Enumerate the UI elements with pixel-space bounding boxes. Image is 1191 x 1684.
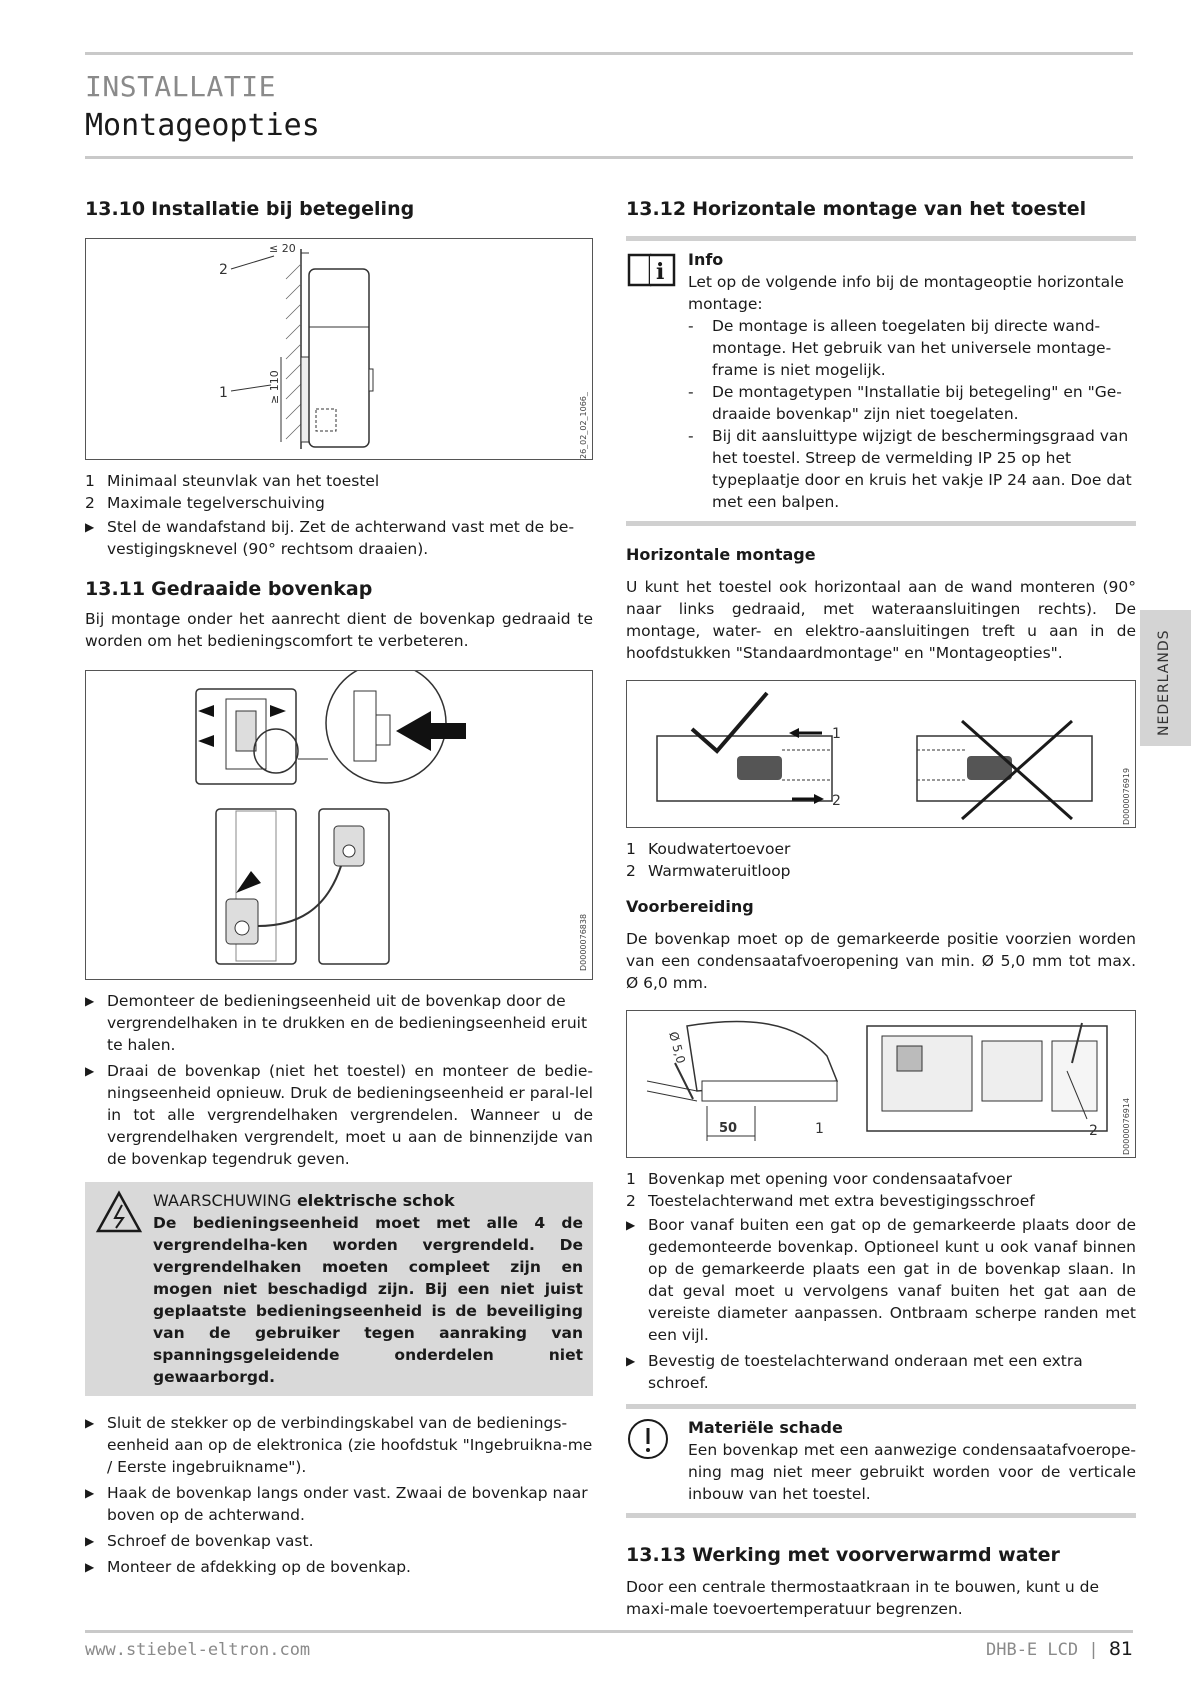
paragraph-intro: Bij montage onder het aanrecht dient de bovenkap gedraaid te worden om het bedieningscomfort te verbeteren.	[85, 610, 593, 650]
step-item: ▶ Stel de wandafstand bij. Zet de achterwand vast met de be-vestigingsknevel (90° rechtsom draaien).	[85, 518, 575, 558]
dim-side-label: ≥ 110	[268, 370, 281, 404]
callout-1: 1	[832, 726, 841, 742]
triangle-icon: ▶	[85, 1064, 95, 1078]
steps-condensate	[626, 1214, 1136, 1394]
info-book-icon	[626, 249, 688, 513]
section-title: INSTALLATIE	[85, 70, 276, 103]
header-rule-top	[85, 52, 1133, 55]
paragraph-preheated: Door een centrale thermostaatkraan in te bouwen, kunt u de maxi-male toevoertemperatuur begrenzen.	[626, 1578, 1099, 1618]
heading-number: 13.11	[85, 578, 146, 600]
footer-url: www.stiebel-eltron.com	[85, 1640, 311, 1660]
warning-text	[153, 1190, 583, 1388]
footer-rule	[85, 1630, 1133, 1633]
legend-item: 1 Minimaal steunvlak van het toestel	[85, 472, 380, 490]
triangle-icon: ▶	[85, 1416, 95, 1430]
heading-13-11	[85, 576, 593, 602]
figure-code: D0000076838	[579, 913, 588, 971]
heading-13-12	[626, 196, 1136, 222]
rotated-cover-diagram	[86, 671, 591, 978]
dim-top-label: ≤ 20	[269, 242, 296, 255]
legend-item: 2 Warmwateruitloop	[626, 862, 791, 880]
subheading-horizontal: Horizontale montage	[626, 545, 816, 564]
info-intro: Let op de volgende info bij de montageoptie horizontale montage:	[688, 273, 1124, 313]
legend-tiling	[85, 470, 593, 514]
step-item: ▶ Draai de bovenkap (niet het toestel) en monteer de bedie-ningseenheid opnieuw. Druk de bedieningseenheid er paral-lel in tot alle vergrendelhaken vergrendelen. Wanneer u de vergrendelhaken vergrendelt, moet u aan de binnenzijde van de bovenkap tegendruk geven.	[85, 1062, 593, 1168]
figure-code: 26_02_02_1066_	[579, 392, 588, 459]
heading-number: 13.13	[626, 1544, 687, 1566]
info-item: - De montagetypen "Installatie bij betegeling" en "Ge-draaide bovenkap" zijn niet toegelaten.	[688, 383, 1122, 423]
figure-code: D0000076919	[1122, 767, 1131, 825]
callout-2: 2	[832, 793, 841, 809]
steps-rotated-cover-2	[85, 1412, 593, 1578]
callout-2: 2	[219, 262, 228, 278]
right-column	[626, 196, 1136, 1620]
legend-item: 1 Koudwatertoevoer	[626, 840, 791, 858]
info-item: - Bij dit aansluittype wijzigt de beschermingsgraad van het toestel. Streep de vermelding IP 25 op het typeplaatje door en kruis het vakje IP 24 aan. Doe dat met een balpen.	[688, 427, 1132, 511]
callout-2: 2	[1089, 1123, 1098, 1139]
figure-rotated-cover	[85, 670, 593, 980]
triangle-icon: ▶	[85, 1486, 95, 1500]
heading-text: Gedraaide bovenkap	[151, 578, 373, 600]
triangle-icon: ▶	[626, 1354, 636, 1368]
figure-horizontal	[626, 680, 1136, 828]
language-tab	[1140, 610, 1191, 746]
steps-tiling	[85, 516, 593, 560]
heading-text: Werking met voorverwarmd water	[692, 1544, 1060, 1566]
footer-right	[986, 1638, 1133, 1660]
step-item: ▶ Boor vanaf buiten een gat op de gemarkeerde plaats door de gedemonteerde bovenkap. Optioneel kunt u ook vanaf binnen op de gemarkeerde plaats een gat in de bovenkap slaan. In dat geval moet u vervolgens vanaf buiten het gat aan de vereiste diameter aanpassen. Ontbraam scherpe randen met een vijl.	[626, 1216, 1136, 1344]
legend-condensate	[626, 1168, 1136, 1212]
step-item: ▶ Sluit de stekker op de verbindingskabel van de bedienings-eenheid aan op de elektronica (zie hoofdstuk "Ingebruikna-me / Eerste ingebruikname").	[85, 1414, 593, 1476]
triangle-icon: ▶	[85, 1534, 95, 1548]
subheading-preparation: Voorbereiding	[626, 897, 754, 916]
warning-body: De bedieningseenheid moet met alle 4 de vergrendelha-ken worden vergrendeld. De vergrendelhaken moeten compleet zijn en mogen niet beschadigd zijn. Bij een niet juist geplaatste bedieningseenheid is de beveiliging van de gebruiker tegen aanraking van spanningsgeleidende onderdelen niet gewaarborgd.	[153, 1214, 583, 1386]
triangle-icon: ▶	[85, 994, 95, 1008]
page-title: Montageopties	[85, 108, 320, 143]
info-text	[688, 249, 1136, 513]
figure-tiling	[85, 238, 593, 460]
heading-13-10	[85, 196, 593, 222]
footer-product: DHB-E LCD |	[985, 1640, 1109, 1660]
info-list	[688, 315, 1136, 513]
dim-label: 50	[719, 1121, 738, 1136]
figure-code: D0000076914	[1122, 1097, 1131, 1155]
step-item: ▶ Haak de bovenkap langs onder vast. Zwaai de bovenkap naar boven op de achterwand.	[85, 1484, 588, 1524]
legend-horizontal	[626, 838, 1136, 882]
warning-icon	[95, 1190, 153, 1388]
svg-text:i: i	[656, 259, 665, 285]
heading-text: Horizontale montage van het toestel	[692, 198, 1087, 220]
steps-rotated-cover	[85, 990, 593, 1170]
heading-number: 13.12	[626, 198, 687, 220]
language-tab-label: NEDERLANDS	[1156, 629, 1172, 736]
info-title: Info	[688, 250, 724, 269]
step-item: ▶ Demonteer de bedieningseenheid uit de bovenkap door de vergrendelhaken in te drukken en de bedieningseenheid eruit te halen.	[85, 992, 588, 1054]
header-rule-bottom	[85, 156, 1133, 159]
material-damage-box	[626, 1404, 1136, 1518]
step-item: ▶ Schroef de bovenkap vast.	[85, 1532, 314, 1550]
material-damage-body: Een bovenkap met een aanwezige condensaatafvoerope-ning mag niet meer gebruikt worden voor de verticale inbouw van het toestel.	[688, 1441, 1136, 1503]
material-damage-title: Materiële schade	[688, 1418, 843, 1437]
diameter-label: Ø 5,0	[666, 1030, 688, 1066]
triangle-icon: ▶	[626, 1218, 636, 1232]
left-column	[85, 196, 593, 1582]
step-item: ▶ Monteer de afdekking op de bovenkap.	[85, 1558, 411, 1576]
triangle-icon: ▶	[85, 1560, 95, 1574]
legend-item: 2 Maximale tegelverschuiving	[85, 494, 325, 512]
legend-item: 1 Bovenkap met opening voor condensaatafvoer	[626, 1170, 1012, 1188]
heading-number: 13.10	[85, 198, 146, 220]
heading-text: Installatie bij betegeling	[151, 198, 415, 220]
callout-1: 1	[815, 1121, 824, 1137]
paragraph-preparation: De bovenkap moet op de gemarkeerde positie voorzien worden van een condensaatafvoeropening van min. Ø 5,0 mm tot max. Ø 6,0 mm.	[626, 930, 1136, 992]
warning-box	[85, 1182, 593, 1396]
heading-13-13	[626, 1542, 1136, 1568]
info-box	[626, 236, 1136, 526]
paragraph-horizontal: U kunt het toestel ook horizontaal aan de wand monteren (90° naar links gedraaid, met wateraansluitingen rechts). De montage, water- en elektro-aansluitingen treft u aan in de hoofdstukken "Standaardmontage" en "Montageopties".	[626, 578, 1136, 662]
legend-item: 2 Toestelachterwand met extra bevestigingsschroef	[626, 1192, 1035, 1210]
step-item: ▶ Bevestig de toestelachterwand onderaan met een extra schroef.	[626, 1352, 1083, 1392]
figure-condensate	[626, 1010, 1136, 1158]
horizontal-diagram	[627, 681, 1134, 826]
info-item: - De montage is alleen toegelaten bij directe wand-montage. Het gebruik van het universele montage-frame is niet mogelijk.	[688, 317, 1112, 379]
page-number: 81	[1108, 1638, 1133, 1660]
callout-1: 1	[219, 385, 228, 401]
warning-title: WAARSCHUWING elektrische schok	[153, 1191, 455, 1210]
condensate-diagram	[627, 1011, 1134, 1156]
material-damage-text	[688, 1417, 1136, 1505]
tiling-diagram	[86, 239, 591, 458]
exclamation-icon	[626, 1417, 688, 1505]
triangle-icon: ▶	[85, 520, 95, 534]
